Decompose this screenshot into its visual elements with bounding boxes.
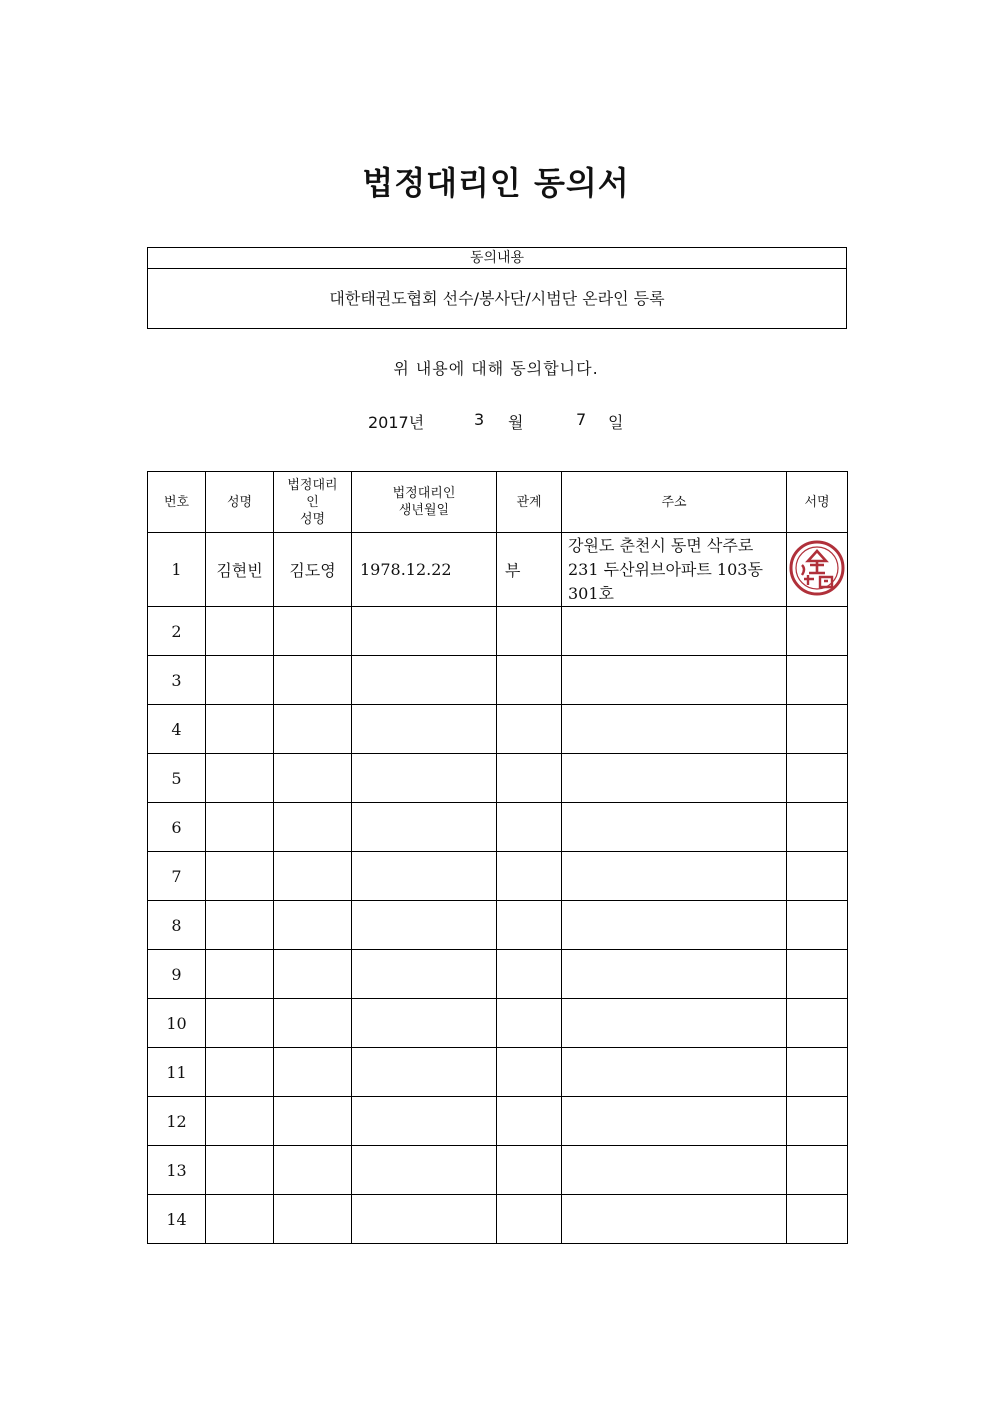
table-row <box>148 1146 848 1195</box>
cell-signature <box>787 901 848 950</box>
table-row <box>148 999 848 1048</box>
table-row <box>148 533 848 607</box>
cell-no: 5 <box>148 754 206 803</box>
cell-rep-name <box>274 705 352 754</box>
cell-rep-name <box>274 999 352 1048</box>
cell-signature <box>787 656 848 705</box>
header-rep-birth <box>352 472 497 533</box>
table-row <box>148 705 848 754</box>
cell-rep-name <box>274 1195 352 1244</box>
cell-no: 7 <box>148 852 206 901</box>
cell-name <box>206 1146 274 1195</box>
cell-relation <box>497 656 562 705</box>
cell-name <box>206 950 274 999</box>
cell-no: 8 <box>148 901 206 950</box>
cell-address <box>562 1146 787 1195</box>
cell-rep-birth <box>352 999 497 1048</box>
table-header-row <box>148 472 848 533</box>
header-signature: 서명 <box>787 472 848 533</box>
table-row <box>148 656 848 705</box>
cell-rep-name <box>274 1048 352 1097</box>
cell-signature <box>787 754 848 803</box>
header-no: 번호 <box>148 472 206 533</box>
table-row <box>148 901 848 950</box>
cell-signature <box>787 1097 848 1146</box>
cell-no: 4 <box>148 705 206 754</box>
cell-address <box>562 1097 787 1146</box>
cell-signature <box>787 607 848 656</box>
cell-signature <box>787 999 848 1048</box>
cell-signature <box>787 533 848 607</box>
cell-rep-birth: 1978.12.22 <box>352 533 497 607</box>
cell-no: 12 <box>148 1097 206 1146</box>
cell-address: 강원도 춘천시 동면 삭주로 231 두산위브아파트 103동 301호 <box>562 533 787 607</box>
header-relation: 관계 <box>497 472 562 533</box>
cell-rep-birth <box>352 1146 497 1195</box>
cell-address <box>562 999 787 1048</box>
cell-rep-name <box>274 950 352 999</box>
cell-rep-birth <box>352 656 497 705</box>
cell-relation <box>497 754 562 803</box>
cell-name <box>206 901 274 950</box>
cell-address <box>562 754 787 803</box>
cell-address <box>562 705 787 754</box>
cell-name <box>206 803 274 852</box>
table-row <box>148 852 848 901</box>
date-month: 3 <box>474 410 485 429</box>
header-rep-birth-line2: 생년월일 <box>398 503 450 518</box>
date-day: 7 <box>576 410 587 429</box>
cell-address <box>562 803 787 852</box>
cell-no: 14 <box>148 1195 206 1244</box>
cell-name <box>206 1097 274 1146</box>
cell-relation <box>497 999 562 1048</box>
cell-no: 9 <box>148 950 206 999</box>
table-row <box>148 1097 848 1146</box>
date-day-unit: 일 <box>608 413 624 432</box>
cell-rep-name <box>274 1146 352 1195</box>
cell-rep-birth <box>352 1195 497 1244</box>
cell-rep-name <box>274 656 352 705</box>
cell-relation <box>497 901 562 950</box>
header-rep-name-line2: 인 <box>306 494 319 510</box>
cell-signature <box>787 1195 848 1244</box>
cell-rep-birth <box>352 705 497 754</box>
cell-name <box>206 1195 274 1244</box>
header-rep-name-line1: 법정대리 <box>287 477 338 493</box>
consent-statement: 위 내용에 대해 동의합니다. <box>393 359 599 378</box>
cell-relation <box>497 1048 562 1097</box>
cell-signature <box>787 1048 848 1097</box>
cell-address <box>562 901 787 950</box>
cell-address <box>562 607 787 656</box>
cell-relation <box>497 705 562 754</box>
cell-rep-birth <box>352 754 497 803</box>
cell-name <box>206 852 274 901</box>
cell-relation <box>497 950 562 999</box>
cell-rep-name <box>274 803 352 852</box>
cell-no: 11 <box>148 1048 206 1097</box>
cell-relation <box>497 1097 562 1146</box>
cell-no: 1 <box>148 533 206 607</box>
cell-relation: 부 <box>497 533 562 607</box>
table-row <box>148 803 848 852</box>
cell-name: 김현빈 <box>206 533 274 607</box>
cell-name <box>206 705 274 754</box>
cell-rep-birth <box>352 852 497 901</box>
cell-name <box>206 656 274 705</box>
cell-signature <box>787 1146 848 1195</box>
document-title: 법정대리인 동의서 <box>362 164 630 202</box>
table-row <box>148 607 848 656</box>
cell-address <box>562 656 787 705</box>
cell-relation <box>497 852 562 901</box>
cell-address <box>562 1048 787 1097</box>
date-year: 2017년 <box>368 413 425 432</box>
cell-relation <box>497 607 562 656</box>
table-row <box>148 950 848 999</box>
cell-relation <box>497 1146 562 1195</box>
cell-rep-name <box>274 852 352 901</box>
consent-header: 동의내용 <box>148 248 846 269</box>
cell-signature <box>787 705 848 754</box>
cell-rep-birth <box>352 803 497 852</box>
cell-no: 3 <box>148 656 206 705</box>
seal-stamp-icon <box>788 539 846 601</box>
header-rep-birth-line1: 법정대리인 <box>392 486 456 501</box>
cell-signature <box>787 950 848 999</box>
cell-address <box>562 950 787 999</box>
cell-no: 6 <box>148 803 206 852</box>
header-address: 주소 <box>562 472 787 533</box>
consent-box <box>147 247 847 329</box>
cell-rep-name: 김도영 <box>274 533 352 607</box>
header-rep-name-line3: 성명 <box>299 511 326 527</box>
header-rep-name <box>274 472 352 533</box>
cell-name <box>206 754 274 803</box>
cell-name <box>206 607 274 656</box>
cell-signature <box>787 852 848 901</box>
registration-table <box>147 471 848 1244</box>
cell-rep-birth <box>352 950 497 999</box>
cell-relation <box>497 803 562 852</box>
cell-rep-name <box>274 1097 352 1146</box>
header-name: 성명 <box>206 472 274 533</box>
cell-relation <box>497 1195 562 1244</box>
cell-name <box>206 1048 274 1097</box>
cell-rep-name <box>274 754 352 803</box>
cell-name <box>206 999 274 1048</box>
table-row <box>148 754 848 803</box>
cell-rep-birth <box>352 607 497 656</box>
cell-no: 2 <box>148 607 206 656</box>
cell-rep-birth <box>352 1048 497 1097</box>
cell-rep-birth <box>352 1097 497 1146</box>
date-month-unit: 월 <box>508 413 524 432</box>
cell-address <box>562 852 787 901</box>
cell-rep-birth <box>352 901 497 950</box>
cell-address <box>562 1195 787 1244</box>
cell-no: 13 <box>148 1146 206 1195</box>
cell-rep-name <box>274 607 352 656</box>
consent-content: 대한태권도협회 선수/봉사단/시범단 온라인 등록 <box>329 289 665 308</box>
table-row <box>148 1195 848 1244</box>
cell-no: 10 <box>148 999 206 1048</box>
cell-signature <box>787 803 848 852</box>
cell-rep-name <box>274 901 352 950</box>
table-row <box>148 1048 848 1097</box>
